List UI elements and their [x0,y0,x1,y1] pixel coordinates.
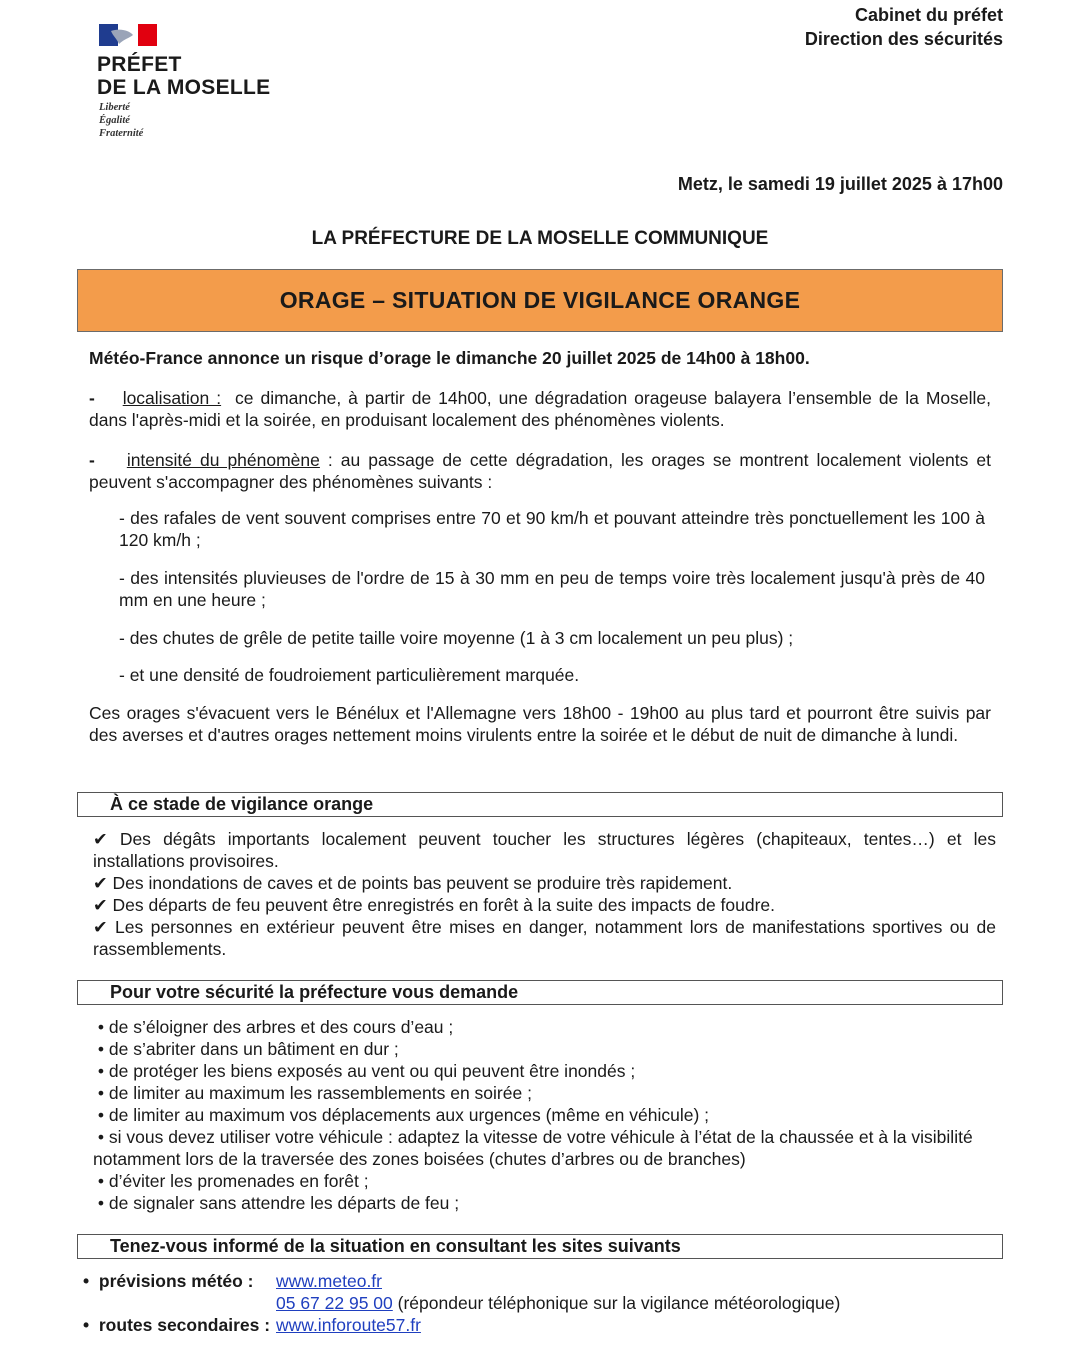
phone-note: (répondeur téléphonique sur la vigilance météorologique) [397,1293,841,1313]
routes-line [83,1314,270,1336]
list-item [93,828,996,872]
evacuation-paragraph: Ces orages s'évacuent vers le Bénélux et l'Allemagne vers 18h00 - 19h00 au plus tard et pourront être suivis par des averses et d'autres orages nettement moins virulents entre la soirée et le début de nuit de dimanche à lundi. [89,703,991,745]
check-icon: ✔ [93,917,108,937]
vigilance-banner [77,269,1003,332]
meteo-line [83,1270,254,1292]
securite-item-text: de limiter au maximum les rassemblements en soirée ; [108,1083,532,1103]
check-icon: ✔ [93,873,108,893]
phenomene-item: - des chutes de grêle de petite taille voire moyenne (1 à 3 cm localement un peu plus) ; [119,628,794,648]
list-item [93,1170,996,1192]
direction-label: Direction des sécurités [804,29,1003,49]
vigilance-item-text: Les personnes en extérieur peuvent être mises en danger, notamment lors de manifestations sportives ou de rassemblements. [93,917,996,959]
communique-heading: LA PRÉFECTURE DE LA MOSELLE COMMUNIQUE [311,228,769,249]
vigilance-item-text: Des départs de feu peuvent être enregistrés en forêt à la suite des impacts de foudre. [112,895,776,915]
bullet-icon: • [93,1171,104,1191]
localisation-paragraph [89,387,991,431]
list-item [93,1060,996,1082]
intensite-paragraph [89,449,991,493]
bullet-icon: • [93,1061,104,1081]
securite-item-text: de s’éloigner des arbres et des cours d’eau ; [108,1017,454,1037]
securite-item-text: de protéger les biens exposés au vent ou qui peuvent être inondés ; [108,1061,636,1081]
bullet-icon: • [93,1083,104,1103]
bullet-icon: • [83,1271,94,1291]
securite-item-text: d’éviter les promenades en forêt ; [108,1171,369,1191]
banner-title: ORAGE – SITUATION DE VIGILANCE ORANGE [279,287,801,313]
informe-title: Tenez-vous informé de la situation en consultant les sites suivants [110,1236,681,1256]
vigilance-title: À ce stade de vigilance orange [110,794,374,814]
bullet-icon: • [93,1039,104,1059]
localisation-label: localisation : [122,388,222,408]
devise [99,101,143,140]
vigilance-item-text: Des dégâts importants localement peuvent toucher les structures légères (chapiteaux, tentes…) et les installations provisoires. [93,829,996,871]
phenomene-item: - et une densité de foudroiement particulièrement marquée. [119,665,580,685]
vigilance-list [93,828,996,960]
informe-section-header [77,1234,1003,1259]
announce-text: Météo-France annonce un risque d’orage le dimanche 20 juillet 2025 de 14h00 à 18h00. [89,348,810,368]
list-item [93,1104,996,1126]
bullet-dash: - [89,388,95,408]
prefet-title [97,53,270,99]
phenomene-item: - des intensités pluvieuses de l'ordre de 15 à 30 mm en peu de temps voire très localement jusqu'à près de 40 mm en une heure ; [119,568,985,610]
vigilance-section-header [77,792,1003,817]
marianne-logo [99,24,157,46]
localisation-text: ce dimanche, à partir de 14h00, une dégradation orageuse balayera l’ensemble de la Moselle, dans l'après-midi et la soirée, en produisant localement des phénomènes violents. [89,388,991,430]
issuer-block [805,3,1003,51]
list-item [93,1038,996,1060]
phenomene-item: - des rafales de vent souvent comprises entre 70 et 90 km/h et pouvant atteindre très ponctuellement les 100 à 120 km/h ; [119,508,985,550]
list-item [93,1192,996,1214]
devise-liberte: Liberté [99,102,130,113]
routes-link[interactable]: www.inforoute57.fr [276,1315,421,1335]
bullet-icon: • [93,1105,104,1125]
securite-section-header [77,980,1003,1005]
devise-egalite: Égalité [99,115,130,126]
bullet-icon: • [93,1127,104,1147]
devise-fraternite: Fraternité [99,128,144,139]
bullet-icon: • [93,1017,104,1037]
securite-title: Pour votre sécurité la préfecture vous demande [110,982,519,1002]
check-icon: ✔ [93,829,108,849]
meteo-label: prévisions météo : [98,1271,254,1291]
list-item [93,1082,996,1104]
list-item [93,894,996,916]
phone-link[interactable]: 05 67 22 95 00 [276,1293,393,1313]
cabinet-label: Cabinet du préfet [854,5,1003,25]
bullet-icon: • [93,1193,104,1213]
vigilance-item-text: Des inondations de caves et de points bas peuvent se produire très rapidement. [112,873,733,893]
date-line: Metz, le samedi 19 juillet 2025 à 17h00 [677,174,1003,194]
intensite-label: intensité du phénomène [126,450,320,470]
phone-line [276,1292,840,1314]
prefet-line2: DE LA MOSELLE [97,76,271,99]
securite-item-text: si vous devez utiliser votre véhicule : adaptez la vitesse de votre véhicule à l’état de la chaussée et à la visibilité notamment lors de la traversée des zones boisées (chutes d’arbres ou de branches) [93,1127,973,1169]
list-item [93,872,996,894]
securite-list [93,1016,996,1214]
bullet-dash: - [89,450,95,470]
check-icon: ✔ [93,895,108,915]
bullet-icon: • [83,1315,94,1335]
intensite-text: : au passage de cette dégradation, les orages se montrent localement violents et peuvent s'accompagner des phénomènes suivants : [89,450,991,492]
securite-item-text: de limiter au maximum vos déplacements aux urgences (même en véhicule) ; [108,1105,709,1125]
securite-item-text: de signaler sans attendre les départs de feu ; [108,1193,460,1213]
list-item [93,1016,996,1038]
routes-label: routes secondaires : [98,1315,271,1335]
list-item [93,1126,996,1170]
meteo-link[interactable]: www.meteo.fr [276,1271,382,1291]
list-item [93,916,996,960]
securite-item-text: de s’abriter dans un bâtiment en dur ; [108,1039,399,1059]
prefet-line1: PRÉFET [97,53,182,76]
